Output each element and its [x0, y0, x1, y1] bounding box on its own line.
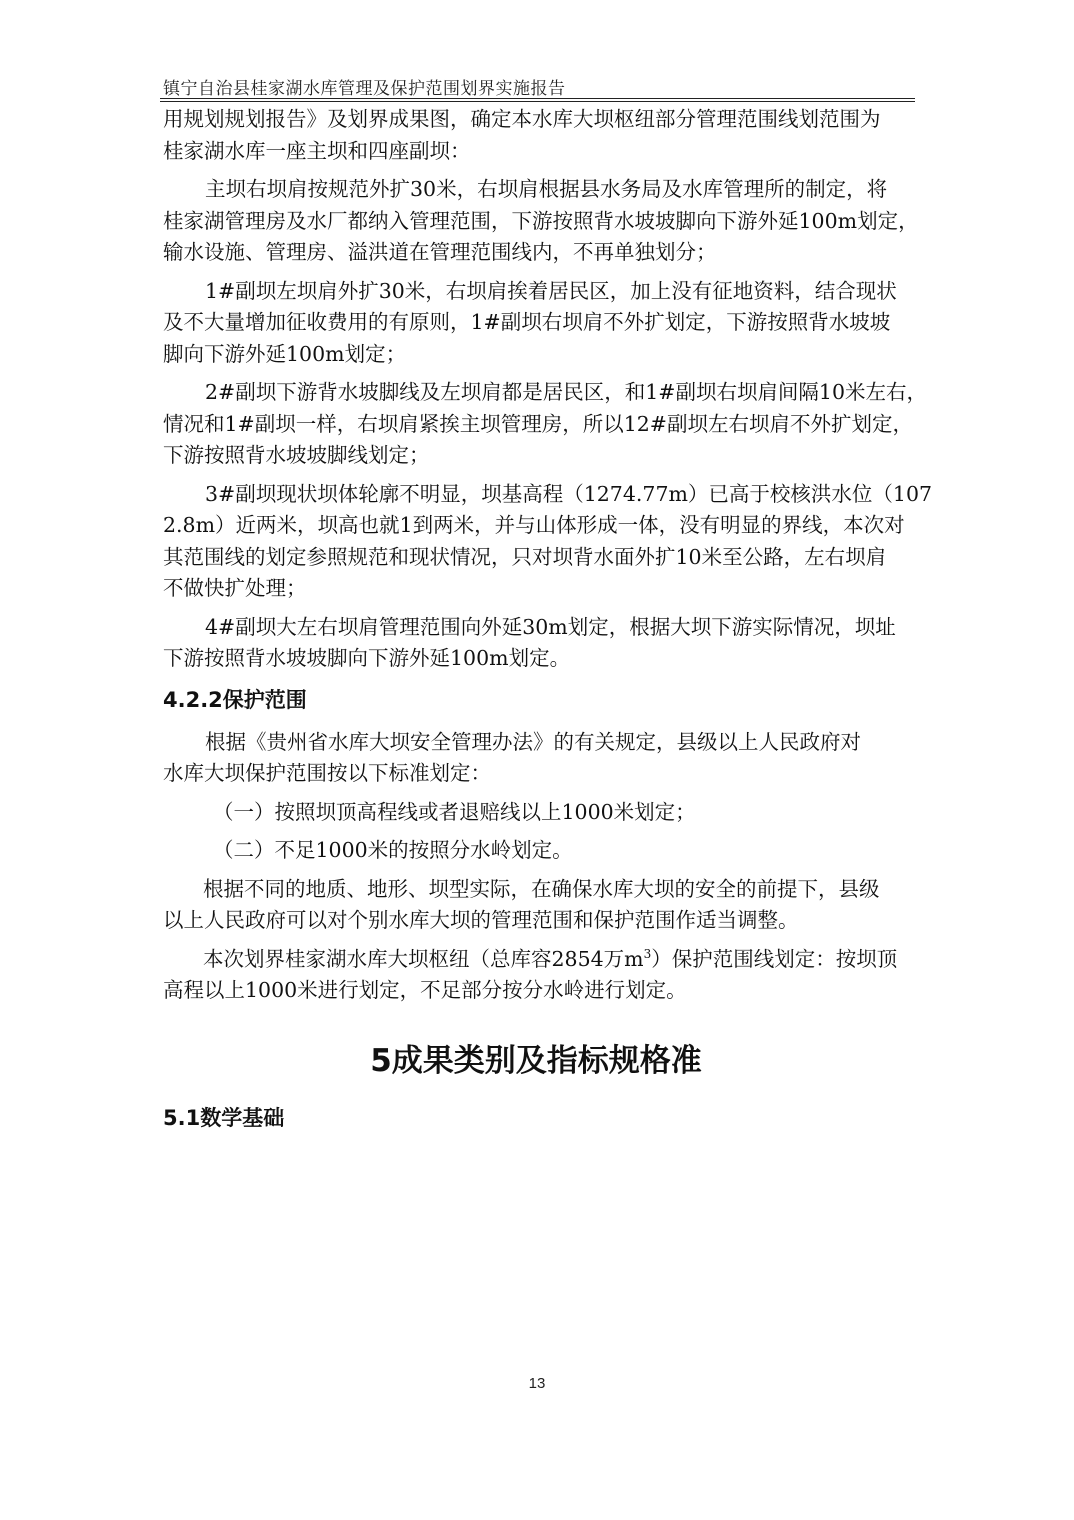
text-line: 其范围线的划定参照规范和现状情况，只对坝背水面外扩10米至公路，左右坝肩 — [163, 544, 887, 569]
paragraph-protection-regulation — [163, 727, 923, 790]
page-header: 镇宁自治县桂家湖水库管理及保护范围划界实施报告 — [163, 79, 566, 99]
text-line: 3#副坝现状坝体轮廓不明显，坝基高程（1274.77m）已高于校核洪水位（107 — [205, 481, 933, 506]
header-rule-thin — [160, 101, 915, 102]
text-line — [163, 944, 923, 976]
text-line: 2#副坝下游背水坡脚线及左坝肩都是居民区，和1#副坝右坝肩间隔10米左右， — [205, 380, 928, 404]
paragraph-this-delineation — [163, 944, 923, 1007]
paragraph-aux-dam-3 — [163, 479, 933, 605]
text-line: 及不大量增加征收费用的有原则，1#副坝右坝肩不外扩划定，下游按照背水坡坡 — [163, 310, 891, 334]
text-line: 桂家湖水库一座主坝和四座副坝： — [163, 138, 471, 163]
text-line: 桂家湖管理房及水厂都纳入管理范围，下游按照背水坡坡脚向下游外延100m划定， — [163, 208, 919, 233]
text-fragment: ）保护范围线划定：按坝顶 — [651, 946, 898, 971]
text-fragment: 本次划界桂家湖水库大坝枢纽（总库容2854万m — [203, 946, 644, 971]
text-line: 根据《贵州省水库大坝安全管理办法》的有关规定，县级以上人民政府对 — [205, 729, 861, 754]
paragraph-aux-dam-2 — [163, 377, 928, 472]
text-line: 根据不同的地质、地形、坝型实际，在确保水库大坝的安全的前提下，县级 — [203, 876, 880, 901]
list-item-1: （一）按照坝顶高程线或者退赔线以上1000米划定； — [213, 799, 696, 824]
text-line: 下游按照背水坡坡脚线划定； — [163, 443, 430, 467]
text-line: 水库大坝保护范围按以下标准划定： — [163, 761, 491, 785]
paragraph-aux-dam-1 — [163, 276, 923, 371]
paragraph-management-intro — [163, 104, 923, 167]
text-line: 情况和1#副坝一样，右坝肩紧挨主坝管理房，所以12#副坝左右坝肩不外扩划定， — [163, 411, 913, 436]
document-body — [163, 104, 933, 1145]
paragraph-adjustment — [163, 874, 923, 937]
text-line: 高程以上1000米进行划定，不足部分按分水岭进行划定。 — [163, 978, 687, 1002]
text-line: 1#副坝左坝肩外扩30米，右坝肩挨着居民区，加上没有征地资料，结合现状 — [205, 278, 897, 303]
chapter-heading-5: 5成果类别及指标规格准 — [370, 1042, 702, 1079]
page-number: 13 — [528, 1375, 546, 1392]
text-line: 主坝右坝肩按规范外扩30米，右坝肩根据县水务局及水库管理所的制定，将 — [205, 177, 888, 201]
text-line: 2.8m）近两米，坝高也就1到两米，并与山体形成一体，没有明显的界线，本次对 — [163, 513, 905, 537]
text-line: 下游按照背水坡坡脚向下游外延100m划定。 — [163, 646, 571, 670]
text-line: 以上人民政府可以对个别水库大坝的管理范围和保护范围作适当调整。 — [163, 908, 799, 932]
superscript: 3 — [643, 946, 652, 961]
text-line: 用规划规划报告》及划界成果图，确定本水库大坝枢纽部分管理范围线划范围为 — [163, 107, 881, 131]
paragraph-aux-dam-4 — [163, 612, 923, 675]
text-line: 输水设施、管理房、溢洪道在管理范围线内，不再单独划分； — [163, 240, 717, 264]
section-heading-5-1: 5.1数学基础 — [163, 1105, 285, 1130]
text-line: 脚向下游外延100m划定； — [163, 341, 407, 366]
paragraph-main-dam — [163, 174, 923, 269]
section-heading-4-2-2: 4.2.2保护范围 — [163, 687, 307, 712]
text-line: 4#副坝大左右坝肩管理范围向外延30m划定，根据大坝下游实际情况，坝址 — [205, 614, 896, 639]
list-item-2: （二）不足1000米的按照分水岭划定。 — [213, 838, 573, 862]
text-line: 不做快扩处理； — [163, 576, 307, 600]
header-rule-thick — [160, 98, 915, 99]
